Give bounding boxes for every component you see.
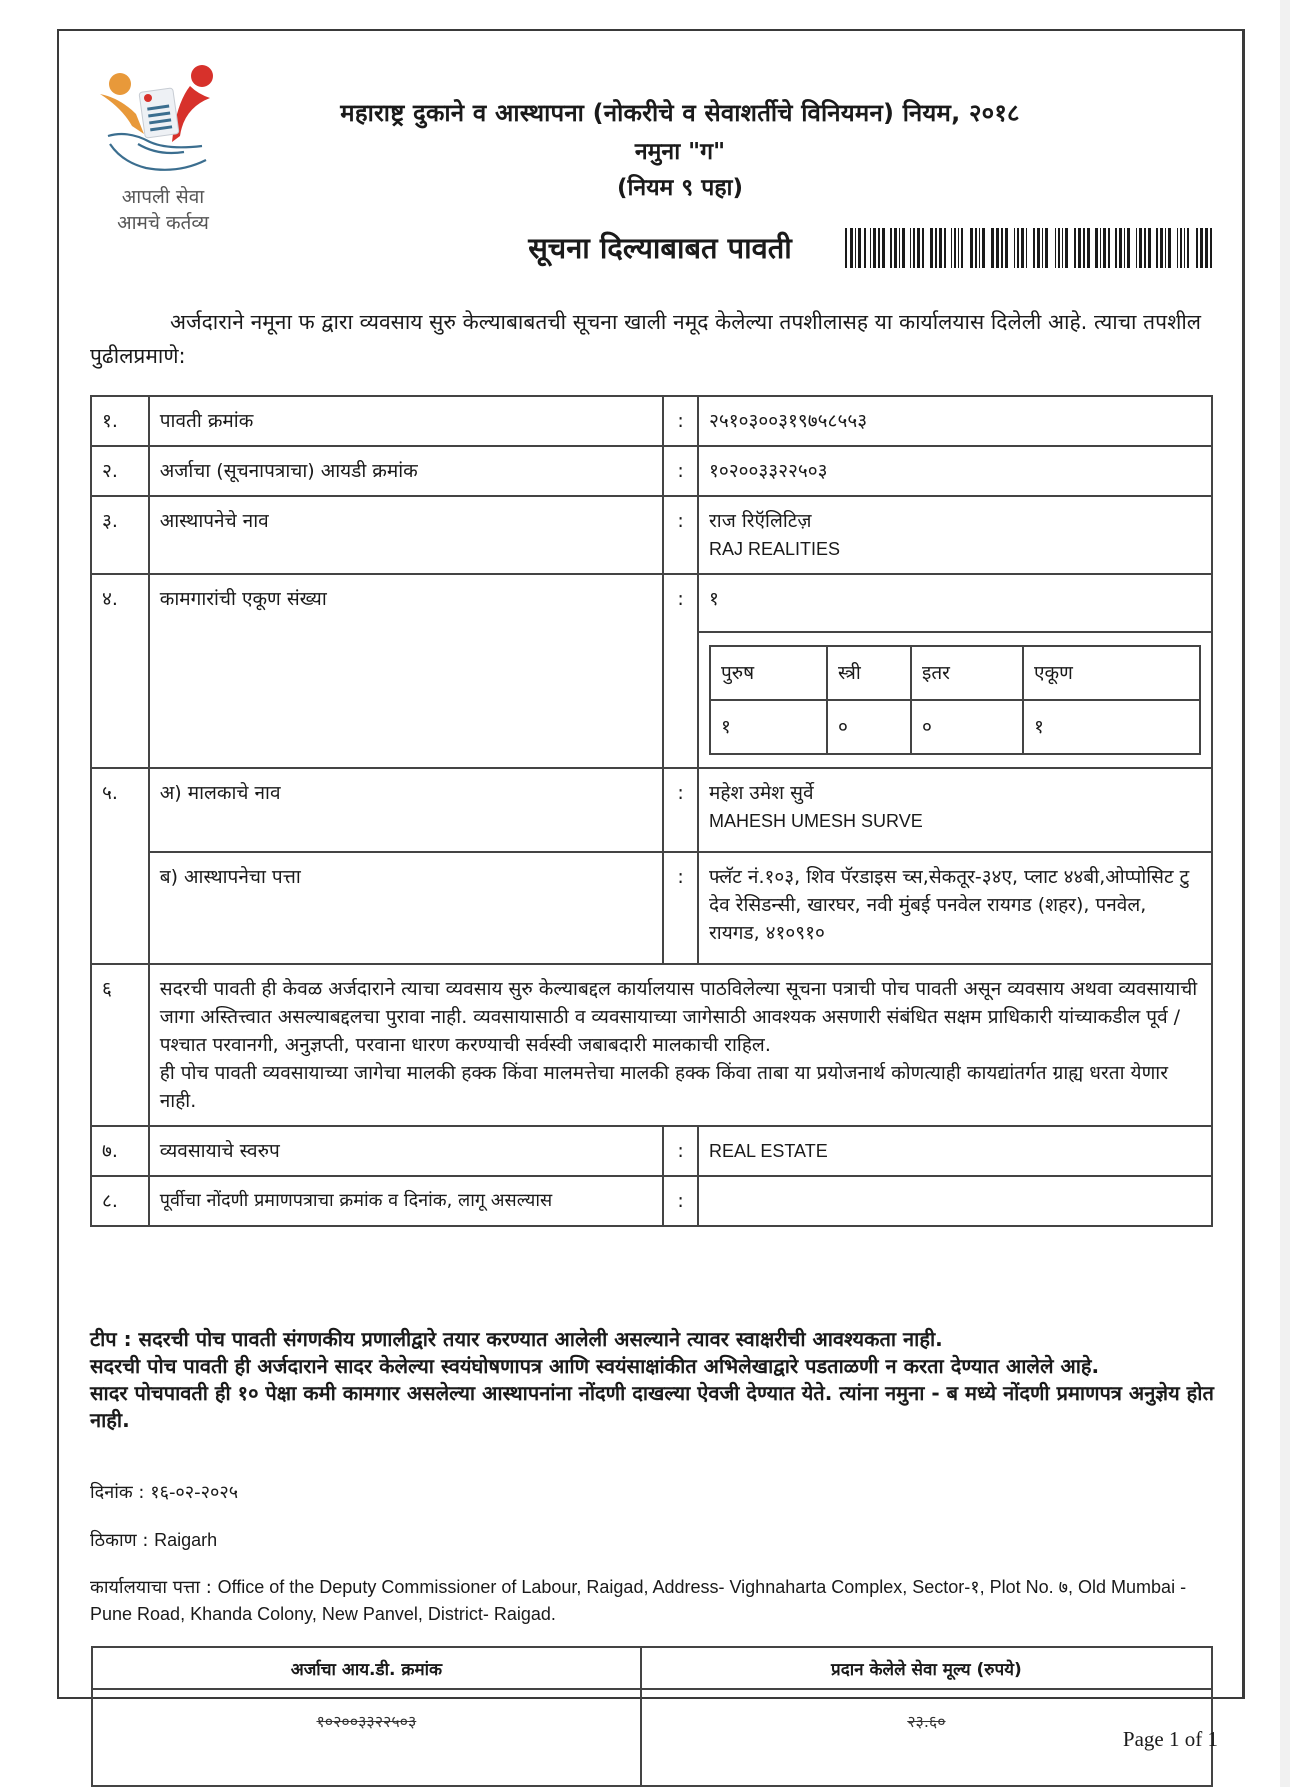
table-row: [91, 768, 1212, 852]
aaple-sarkar-logo: [98, 64, 228, 244]
separator: :: [663, 768, 698, 852]
form-name: नमुना "ग": [634, 139, 726, 165]
owner-name-marathi: महेश उमेश सुर्वे: [709, 782, 814, 804]
details-table: [90, 395, 1213, 1227]
header-application-id: अर्जाचा आय.डी. क्रमांक: [92, 1647, 641, 1689]
establishment-name-english: RAJ REALITIES: [709, 539, 841, 559]
date-label: दिनांक :: [90, 1482, 145, 1503]
table-row: [92, 1689, 1212, 1786]
total-workers-value: १: [699, 575, 1211, 633]
service-fee-table: [91, 1646, 1213, 1787]
row-number: ६: [91, 964, 149, 1126]
header-female: स्त्री: [827, 646, 911, 700]
table-row: [91, 496, 1212, 574]
previous-registration-value: [698, 1176, 1212, 1226]
viewer-edge: [1280, 0, 1290, 1787]
owner-name-label: अ) मालकाचे नाव: [149, 768, 663, 852]
office-address-label: कार्यालयाचा पत्ता :: [90, 1577, 212, 1598]
separator: :: [663, 1176, 698, 1226]
place-line: [90, 1527, 1220, 1554]
header-service-fee: प्रदान केलेले सेवा मूल्य (रुपये): [641, 1647, 1212, 1689]
date-value: १६-०२-२०२५: [150, 1482, 239, 1503]
act-title: महाराष्ट्र दुकाने व आस्थापना (नोकरीचे व सेवाशर्तीचे विनियमन) नियम, २०१८: [340, 99, 1020, 127]
office-address-value: Office of the Deputy Commissioner of Labour, Raigad, Address- Vighnaharta Complex, Sector-१, Plot No. ७, Old Mumbai - Pune Road, Khanda Colony, New Panvel, District- Raigad.: [90, 1577, 1187, 1624]
office-address-line: [90, 1574, 1220, 1628]
header-male: पुरुष: [710, 646, 827, 700]
disclaimer-cell: [149, 964, 1212, 1126]
row-number: ५.: [91, 768, 149, 964]
previous-registration-label: पूर्वीचा नोंदणी प्रमाणपत्राचा क्रमांक व दिनांक, लागू असल्यास: [149, 1176, 663, 1226]
note-line-3: सादर पोचपावती ही १० पेक्षा कमी कामगार असलेल्या आस्थापनांना नोंदणी दाखल्या ऐवजी देण्यात येते. त्यांना नमुना - ब मध्ये नोंदणी प्रमाणपत्र अनुज्ञेय होत नाही.: [90, 1381, 1214, 1432]
row-number: ८.: [91, 1176, 149, 1226]
document-title: सूचना दिल्याबाबत पावती: [528, 231, 792, 265]
note-line-2: सदरची पोच पावती ही अर्जदाराने सादर केलेल्या स्वयंघोषणापत्र आणि स्वयंसाक्षांकीत अभिलेखाद्वारे पडताळणी न करता देण्यात आलेले आहे.: [90, 1354, 1100, 1378]
logo-emblem-icon: [98, 64, 228, 176]
value-total: १: [1023, 700, 1200, 754]
table-row: [91, 852, 1212, 964]
separator: :: [663, 852, 698, 964]
establishment-name-marathi: राज रिऍलिटिज़: [709, 510, 812, 532]
establishment-address-value: फ्लॅट नं.१०३, शिव पॅरडाइस च्स,सेकतूर-३४ए, प्लाट ४४बी,ओप्पोसिट टु देव रेसिडन्सी, खारघर, नवी मुंबई पनवेल रायगड (शहर), पनवेल, रायगड, ४१०९१०: [698, 852, 1212, 964]
table-row: [91, 1176, 1212, 1226]
business-nature-value: REAL ESTATE: [698, 1126, 1212, 1176]
table-row: [92, 1647, 1212, 1689]
owner-name-english: MAHESH UMESH SURVE: [709, 811, 923, 831]
receipt-number-value: २५१०३००३१९७५८५५३: [698, 396, 1212, 446]
note-block: [90, 1326, 1220, 1434]
separator: :: [663, 1126, 698, 1176]
application-id-value: १०२००३३२२५०३: [698, 446, 1212, 496]
fee-application-id-value: [92, 1689, 641, 1786]
fee-amount-text: २३.६०: [907, 1712, 946, 1731]
note-line-1: टीप : सदरची पोच पावती संगणकीय प्रणालीद्वारे तयार करण्यात आलेली असल्याने त्यावर स्वाक्षरीची आवश्यकता नाही.: [90, 1327, 943, 1351]
table-row: [91, 964, 1212, 1126]
establishment-name-label: आस्थापनेचे नाव: [149, 496, 663, 574]
table-row: [710, 700, 1200, 754]
row-number: ७.: [91, 1126, 149, 1176]
value-other: ०: [911, 700, 1023, 754]
intro-paragraph: अर्जदाराने नमूना फ द्वारा व्यवसाय सुरु केल्याबाबतची सूचना खाली नमूद केलेल्या तपशीलासह या कार्यालयास दिलेली आहे. त्याचा तपशील पुढीलप्रमाणे:: [90, 310, 1202, 368]
establishment-name-value: [698, 496, 1212, 574]
total-workers-label: कामगारांची एकूण संख्या: [149, 574, 663, 768]
application-id-text: १०२००३३२२५०३: [316, 1712, 417, 1731]
logo-tagline-line1: आपली सेवा: [121, 186, 205, 208]
separator: :: [663, 396, 698, 446]
row-number: ४.: [91, 574, 149, 768]
separator: :: [663, 446, 698, 496]
date-line: [90, 1480, 1220, 1506]
table-row: [91, 396, 1212, 446]
separator: :: [663, 574, 698, 768]
place-label: ठिकाण :: [90, 1530, 149, 1551]
barcode-icon: [845, 228, 1212, 268]
header-other: इतर: [911, 646, 1023, 700]
rule-reference: (नियम ९ पहा): [616, 175, 744, 201]
row-number: २.: [91, 446, 149, 496]
table-row: [91, 1126, 1212, 1176]
value-female: ०: [827, 700, 911, 754]
row-number: १.: [91, 396, 149, 446]
workers-breakdown-table: [709, 645, 1201, 755]
place-value: Raigarh: [154, 1530, 218, 1550]
row-number: ३.: [91, 496, 149, 574]
business-nature-label: व्यवसायाचे स्वरुप: [149, 1126, 663, 1176]
table-row: [91, 446, 1212, 496]
establishment-address-label: ब) आस्थापनेचा पत्ता: [149, 852, 663, 964]
disclaimer-text-1: सदरची पावती ही केवळ अर्जदाराने त्याचा व्यवसाय सुरु केल्याबद्दल कार्यालयास पाठविलेल्या सूचना पत्राची पोच पावती असून व्यवसाय अथवा व्यवसायाची जागा अस्तित्त्वात असल्याबद्दलचा पुरावा नाही. व्यवसायासाठी व व्यवसायाच्या जागेसाठी आवश्यक असणारी संबंधित सक्षम प्राधिकारी यांच्याकडील पूर्व / पश्चात परवानगी, अनुज्ञप्ती, परवाना धारण करण्याची सर्वस्वी जबाबदारी मालकाची राहिल.: [159, 978, 1198, 1056]
header-total: एकूण: [1023, 646, 1200, 700]
application-id-label: अर्जाचा (सूचनापत्राचा) आयडी क्रमांक: [149, 446, 663, 496]
table-row: [710, 646, 1200, 700]
total-workers-cell: [698, 574, 1212, 768]
page-indicator: Page 1 of 1: [1122, 1727, 1218, 1751]
receipt-number-label: पावती क्रमांक: [149, 396, 663, 446]
disclaimer-text-2: ही पोच पावती व्यवसायाच्या जागेचा मालकी हक्क किंवा मालमत्तेचा मालकी हक्क किंवा ताबा या प्रयोजनार्थ कोणत्याही कायद्यांतर्गत ग्राह्य धरता येणार नाही.: [159, 1062, 1168, 1112]
table-row: [91, 574, 1212, 768]
owner-name-value: [698, 768, 1212, 852]
logo-tagline-line2: आमचे कर्तव्य: [117, 212, 209, 234]
separator: :: [663, 496, 698, 574]
value-male: १: [710, 700, 827, 754]
